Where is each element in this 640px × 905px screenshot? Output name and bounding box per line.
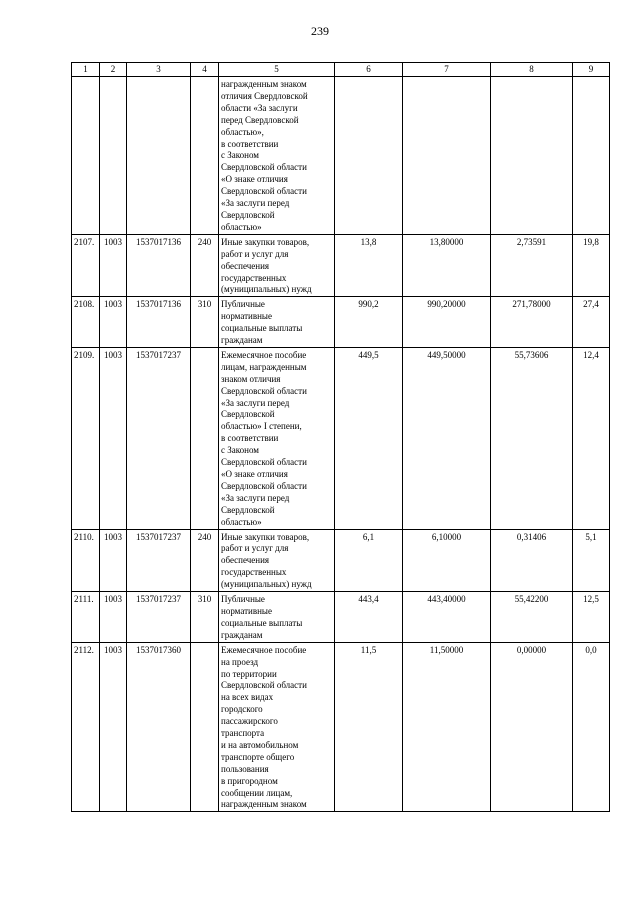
column-header: 3 — [127, 63, 191, 77]
row-number: 2110. — [72, 529, 100, 592]
expense-type-code: 240 — [191, 234, 219, 297]
table-row — [72, 642, 610, 812]
target-article-code: 1537017360 — [127, 642, 191, 812]
execution-percent: 0,0 — [573, 642, 610, 812]
execution-percent: 27,4 — [573, 297, 610, 348]
row-number: 2107. — [72, 234, 100, 297]
executed-amount: 0,00000 — [491, 642, 573, 812]
approved-amount: 449,50000 — [403, 347, 491, 529]
target-article-code: 1537017136 — [127, 234, 191, 297]
plan-amount: 6,1 — [335, 529, 403, 592]
page-number: 239 — [311, 24, 329, 38]
plan-amount: 11,5 — [335, 642, 403, 812]
expense-type-code: 310 — [191, 297, 219, 348]
column-header: 7 — [403, 63, 491, 77]
item-name: Ежемесячное пособие лицам, награжденным знаком отличия Свердловской области «За заслуги перед Свердловской областью» I степени, в соответствии с Законом Свердловской области «О знаке отличия Свердловской области «За заслуги перед Свердловской областью» — [219, 347, 335, 529]
expense-type-code: 310 — [191, 592, 219, 643]
approved-amount: 990,20000 — [403, 297, 491, 348]
expense-type-code — [191, 347, 219, 529]
table-row — [72, 297, 610, 348]
plan-amount — [335, 77, 403, 235]
execution-percent: 5,1 — [573, 529, 610, 592]
item-name: Иные закупки товаров, работ и услуг для обеспечения государственных (муниципальных) нужд — [219, 234, 335, 297]
section-code: 1003 — [100, 234, 127, 297]
section-code: 1003 — [100, 529, 127, 592]
executed-amount — [491, 77, 573, 235]
target-article-code: 1537017237 — [127, 529, 191, 592]
expense-type-code — [191, 642, 219, 812]
section-code: 1003 — [100, 592, 127, 643]
approved-amount: 13,80000 — [403, 234, 491, 297]
column-header: 4 — [191, 63, 219, 77]
table-row — [72, 529, 610, 592]
execution-percent — [573, 77, 610, 235]
target-article-code: 1537017237 — [127, 347, 191, 529]
row-number: 2109. — [72, 347, 100, 529]
expense-type-code: 240 — [191, 529, 219, 592]
column-header: 9 — [573, 63, 610, 77]
row-number: 2111. — [72, 592, 100, 643]
row-number — [72, 77, 100, 235]
item-name: Публичные нормативные социальные выплаты гражданам — [219, 297, 335, 348]
row-number: 2112. — [72, 642, 100, 812]
item-name: Иные закупки товаров, работ и услуг для обеспечения государственных (муниципальных) нужд — [219, 529, 335, 592]
section-code — [100, 77, 127, 235]
column-header: 5 — [219, 63, 335, 77]
item-name: Публичные нормативные социальные выплаты гражданам — [219, 592, 335, 643]
budget-table — [71, 62, 610, 812]
target-article-code: 1537017237 — [127, 592, 191, 643]
executed-amount: 55,73606 — [491, 347, 573, 529]
approved-amount — [403, 77, 491, 235]
plan-amount: 990,2 — [335, 297, 403, 348]
approved-amount: 443,40000 — [403, 592, 491, 643]
table-header-row — [72, 63, 610, 77]
target-article-code — [127, 77, 191, 235]
approved-amount: 11,50000 — [403, 642, 491, 812]
execution-percent: 12,4 — [573, 347, 610, 529]
column-header: 1 — [72, 63, 100, 77]
plan-amount: 13,8 — [335, 234, 403, 297]
column-header: 8 — [491, 63, 573, 77]
expense-type-code — [191, 77, 219, 235]
plan-amount: 443,4 — [335, 592, 403, 643]
table-row — [72, 77, 610, 235]
section-code: 1003 — [100, 297, 127, 348]
column-header: 2 — [100, 63, 127, 77]
section-code: 1003 — [100, 642, 127, 812]
table-row — [72, 347, 610, 529]
executed-amount: 271,78000 — [491, 297, 573, 348]
executed-amount: 0,31406 — [491, 529, 573, 592]
table-row — [72, 234, 610, 297]
approved-amount: 6,10000 — [403, 529, 491, 592]
table-row — [72, 592, 610, 643]
item-name: Ежемесячное пособие на проезд по территории Свердловской области на всех видах городского пассажирского транспорта и на автомобильном транспорте общего пользования в пригородном сообщении лицам, награжденным знаком — [219, 642, 335, 812]
execution-percent: 19,8 — [573, 234, 610, 297]
execution-percent: 12,5 — [573, 592, 610, 643]
executed-amount: 55,42200 — [491, 592, 573, 643]
row-number: 2108. — [72, 297, 100, 348]
target-article-code: 1537017136 — [127, 297, 191, 348]
section-code: 1003 — [100, 347, 127, 529]
item-name: награжденным знаком отличия Свердловской области «За заслуги перед Свердловской областью», в соответствии с Законом Свердловской области «О знаке отличия Свердловской области «За заслуги перед Свердловской областью» — [219, 77, 335, 235]
plan-amount: 449,5 — [335, 347, 403, 529]
column-header: 6 — [335, 63, 403, 77]
executed-amount: 2,73591 — [491, 234, 573, 297]
